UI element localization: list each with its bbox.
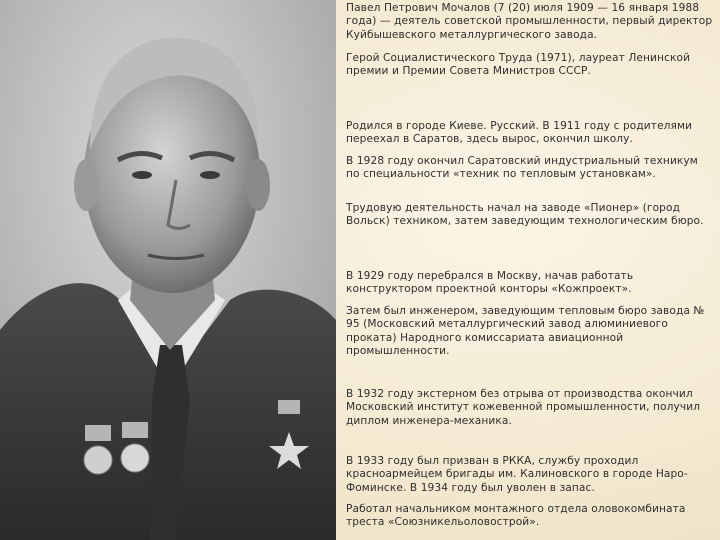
bio-paragraph: В 1928 году окончил Саратовский индустриальный техникум по специальности «техник по тепловым установкам». [346, 155, 698, 181]
bio-paragraph: Родился в городе Киеве. Русский. В 1911 году с родителями переехал в Саратов, здесь вырос, окончил школу. [346, 120, 693, 146]
biography-text [344, 0, 716, 540]
bio-paragraph: Работал начальником монтажного отдела оловокомбината треста «Союзникельоловострой». [346, 503, 686, 529]
bio-paragraph: Герой Социалистического Труда (1971), лауреат Ленинской премии и Премии Совета Министров СССР. [346, 52, 691, 78]
bio-paragraph: Павел Петрович Мочалов (7 (20) июля 1909 — 16 января 1988 года) — деятель советской промышленности, первый директор Куйбышевского металлургического завода. [346, 2, 713, 41]
bio-paragraph: В 1933 году был призван в РККА, службу проходил красноармейцем бригады им. Калиновского в городе Наро-Фоминске. В 1934 году был уволен в запас. [346, 455, 688, 494]
portrait-photo [0, 0, 336, 540]
bio-paragraph: В 1932 году экстерном без отрыва от производства окончил Московский институт кожевенной промышленности, получил диплом инженера-механика. [346, 388, 701, 427]
bio-paragraph: В 1929 году перебрался в Москву, начав работать конструктором проектной конторы «Кожпроект». [346, 270, 634, 296]
bio-paragraph: Трудовую деятельность начал на заводе «Пионер» (город Вольск) техником, затем заведующим технологическим бюро. [346, 202, 704, 228]
bio-paragraph: Затем был инженером, заведующим тепловым бюро завода № 95 (Московский металлургический завод алюминиевого проката) Народного комиссариата авиационной промышленности. [346, 305, 705, 358]
